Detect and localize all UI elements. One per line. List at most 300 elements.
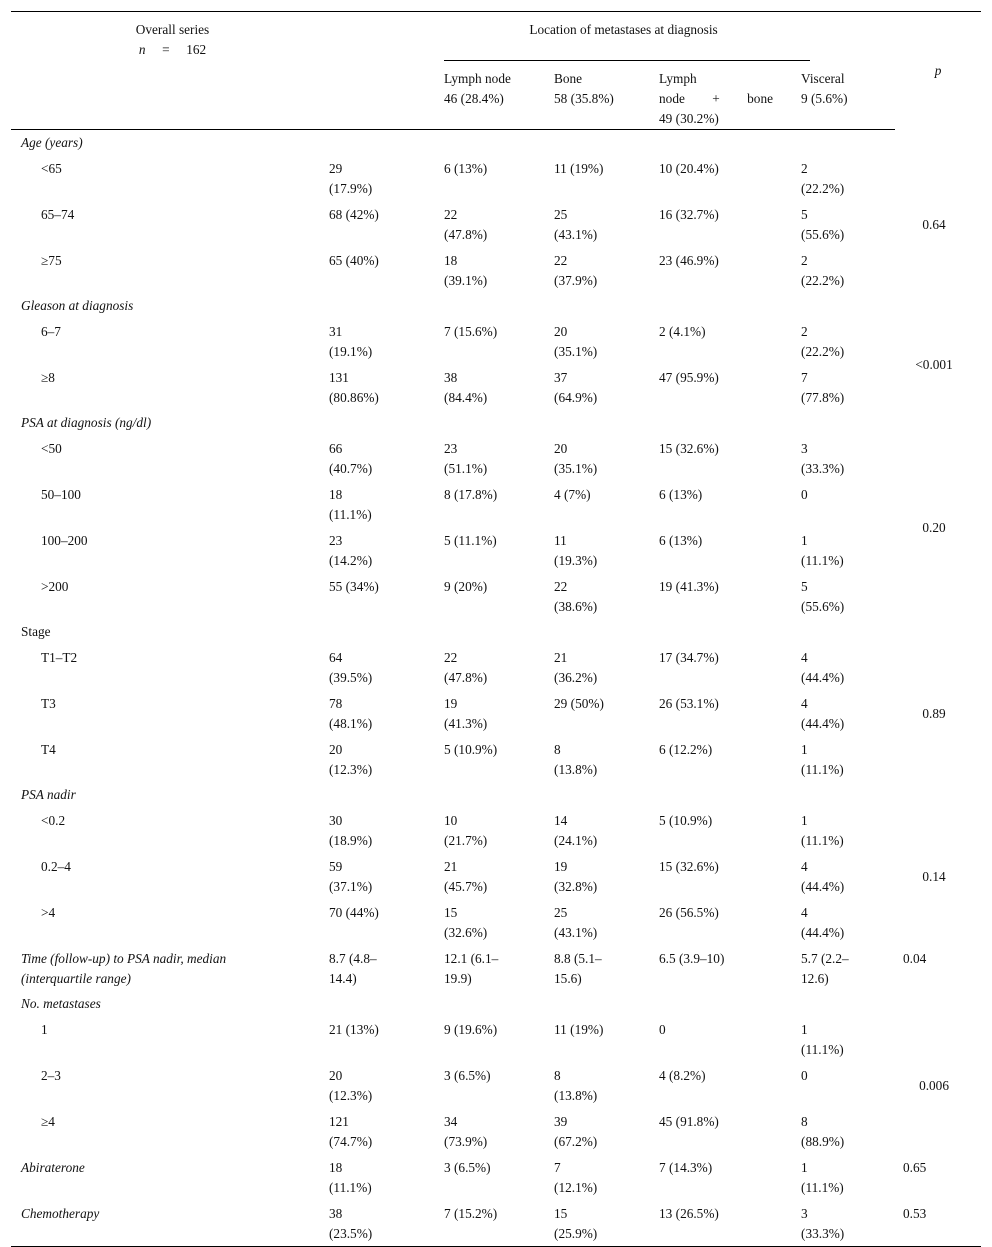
cell-lymph-node [434,155,544,201]
p-value: 0.04 [903,951,927,966]
cell-bone-line: 8 [554,1068,561,1083]
cell-visceral-line: (11.1%) [801,1042,844,1057]
overall-series-header [11,12,434,62]
cell-bone-line: (19.3%) [554,553,598,568]
p-value: 0.65 [903,1160,927,1175]
cell-visceral-line: 5 [801,579,808,594]
cell-bone [544,435,649,481]
table-row [11,435,981,481]
cell-bone [544,1016,649,1062]
row-label: 6–7 [41,324,61,339]
n-equals: = [162,42,170,57]
cell-visceral-line: (44.4%) [801,925,845,940]
cell-bone-line: 21 [554,650,568,665]
cell-lymph-node-bone [649,527,791,573]
cell-overall-line: 65 (40%) [329,253,379,268]
cell-visceral-line: 8 [801,1114,808,1129]
n-value: 162 [186,42,207,57]
cell-lymph-node-line: (47.8%) [444,227,488,242]
row-label: 1 [41,1022,48,1037]
cell-overall [329,318,434,364]
cell-lymph-node-bone-line: 23 (46.9%) [659,253,719,268]
cell-bone-line: 25 [554,905,568,920]
table-row [11,736,981,782]
cell-visceral-line: (44.4%) [801,670,845,685]
table-body [11,130,981,1247]
cell-overall-line: 70 (44%) [329,905,379,920]
cell-lymph-node-line: 23 [444,441,458,456]
cell-lymph-node-line: 5 (10.9%) [444,742,498,757]
row-label: 0.2–4 [41,859,71,874]
cell-bone [544,690,649,736]
cell-lymph-node [434,318,544,364]
cell-overall [329,435,434,481]
cell-bone-line: 7 [554,1160,561,1175]
location-header-label: Location of metastases at diagnosis [529,22,718,37]
cell-bone [544,155,649,201]
cell-visceral [791,318,895,364]
cell-lymph-node-line: 21 [444,859,458,874]
section-nadir [11,782,981,807]
row-label: Chemotherapy [21,1206,100,1221]
cell-lymph-node-bone [649,644,791,690]
cell-overall-line: 131 [329,370,349,385]
cell-lymph-node [434,807,544,853]
cell-lymph-node-bone-line: 16 (32.7%) [659,207,719,222]
section-psa [11,410,981,435]
group-bone [544,61,649,130]
cell-bone-line: 8 [554,742,561,757]
cell-lymph-node [434,1016,544,1062]
cell-lymph-node [434,1062,544,1108]
cell-lymph-node-line: 10 [444,813,458,828]
cell-lymph-node-line: 19.9) [444,971,472,986]
cell-bone [544,1062,649,1108]
cell-lymph-node-line: (73.9%) [444,1134,488,1149]
cell-overall-line: 121 [329,1114,349,1129]
row-label: <65 [41,161,62,176]
cell-bone [544,201,649,247]
cell-lymph-node-line: 8 (17.8%) [444,487,498,502]
cell-visceral-line: 0 [801,1068,808,1083]
group-count: 49 (30.2%) [659,111,719,126]
cell-overall-line: (12.3%) [329,1088,373,1103]
cell-visceral [791,247,895,293]
cell-lymph-node-line: 12.1 (6.1– [444,951,499,966]
cell-bone-line: (25.9%) [554,1226,598,1241]
cell-overall-line: 18 [329,1160,343,1175]
cell-bone [544,1108,649,1154]
cell-bone-line: (12.1%) [554,1180,598,1195]
group-count: 46 (28.4%) [444,91,504,106]
cell-overall-line: 23 [329,533,343,548]
row-label: 100–200 [41,533,88,548]
cell-visceral-line: 4 [801,859,808,874]
cell-lymph-node-bone [649,481,791,527]
cell-lymph-node-line: 19 [444,696,458,711]
row-label: Abiraterone [21,1160,85,1175]
cell-bone-line: (13.8%) [554,1088,598,1103]
row-label: ≥8 [41,370,55,385]
cell-lymph-node-line: 18 [444,253,458,268]
group-lymph-node-bone [649,61,791,130]
cell-bone-line: 4 (7%) [554,487,591,502]
p-value: 0.006 [919,1078,949,1093]
cell-overall [329,945,434,991]
cell-overall [329,481,434,527]
cell-overall-line: (23.5%) [329,1226,373,1241]
cell-bone-line: (24.1%) [554,833,598,848]
section-title: PSA nadir [21,787,76,802]
cell-overall-line: 78 [329,696,343,711]
row-chemo [11,1200,981,1246]
cell-overall [329,573,434,619]
cell-lymph-node-bone [649,690,791,736]
row-label: T4 [41,742,56,757]
cell-bone-line: (32.8%) [554,879,598,894]
cell-visceral-line: (22.2%) [801,344,845,359]
cell-lymph-node-bone [649,1108,791,1154]
table-row [11,318,981,364]
cell-overall-line: 18 [329,487,343,502]
p-value: 0.14 [922,869,946,884]
group-name-line2: node + bone [659,91,774,106]
n-symbol: n [138,42,146,57]
cell-bone [544,318,649,364]
row-label: ≥75 [41,253,62,268]
cell-overall-line: 31 [329,324,343,339]
cell-visceral-line: 12.6) [801,971,829,986]
cell-overall-line: 30 [329,813,343,828]
cell-overall [329,155,434,201]
cell-overall-line: 20 [329,742,343,757]
cell-visceral-line: (22.2%) [801,273,845,288]
table-row [11,807,981,853]
cell-lymph-node-line: 38 [444,370,458,385]
cell-overall-line: 64 [329,650,343,665]
table-header [11,12,981,130]
cell-lymph-node-bone-line: 6.5 (3.9–10) [659,951,725,966]
cell-bone [544,736,649,782]
cell-lymph-node-line: 7 (15.2%) [444,1206,498,1221]
cell-lymph-node [434,945,544,991]
cell-visceral-line: (44.4%) [801,879,845,894]
cell-bone-line: (36.2%) [554,670,598,685]
cell-bone [544,527,649,573]
cell-lymph-node [434,1200,544,1246]
section-title: Stage [21,624,51,639]
cell-lymph-node [434,899,544,945]
cell-bone-line: (35.1%) [554,344,598,359]
cell-visceral-line: 2 [801,253,808,268]
cell-bone-line: 22 [554,579,568,594]
cell-lymph-node-bone [649,945,791,991]
cell-lymph-node-bone-line: 10 (20.4%) [659,161,719,176]
group-visceral [791,61,895,130]
cell-overall [329,1200,434,1246]
row-label: T1–T2 [41,650,78,665]
table-container [11,11,981,1247]
cell-overall [329,1062,434,1108]
row-label: 65–74 [41,207,75,222]
table-row [11,899,981,945]
cell-overall-line: 59 [329,859,343,874]
cell-visceral-line: 4 [801,905,808,920]
cell-overall-line: (74.7%) [329,1134,373,1149]
cell-lymph-node-bone-line: 17 (34.7%) [659,650,719,665]
cell-bone [544,644,649,690]
cell-lymph-node-line: 6 (13%) [444,161,488,176]
group-name: Lymph node [444,71,511,86]
cell-bone-line: (35.1%) [554,461,598,476]
cell-overall-line: 14.4) [329,971,357,986]
cell-visceral-line: (11.1%) [801,762,844,777]
row-label: 2–3 [41,1068,61,1083]
cell-overall-line: (18.9%) [329,833,373,848]
cell-visceral-line: (11.1%) [801,1180,844,1195]
cell-lymph-node-bone [649,853,791,899]
cell-bone [544,247,649,293]
cell-overall-line: 29 [329,161,343,176]
cell-bone [544,899,649,945]
cell-visceral-line: 4 [801,696,808,711]
cell-lymph-node [434,1108,544,1154]
cell-lymph-node-bone [649,1016,791,1062]
cell-visceral [791,1108,895,1154]
table-row [11,247,981,293]
cell-overall-line: 55 (34%) [329,579,379,594]
cell-visceral-line: 1 [801,1022,808,1037]
cell-visceral-line: 2 [801,161,808,176]
cell-lymph-node-bone-line: 0 [659,1022,666,1037]
cell-lymph-node-bone [649,318,791,364]
cell-overall-line: (40.7%) [329,461,373,476]
cell-visceral-line: (11.1%) [801,553,844,568]
cell-lymph-node-bone-line: 47 (95.9%) [659,370,719,385]
table-row [11,1062,981,1108]
cell-bone [544,807,649,853]
cell-bone-line: 14 [554,813,568,828]
cell-overall-line: 68 (42%) [329,207,379,222]
cell-visceral [791,945,895,991]
cell-bone-line: 22 [554,253,568,268]
cell-visceral-line: 1 [801,742,808,757]
cell-visceral-line: (55.6%) [801,599,845,614]
cell-lymph-node-bone [649,1062,791,1108]
table-row [11,527,981,573]
cell-overall-line: 20 [329,1068,343,1083]
cell-lymph-node [434,736,544,782]
cell-overall-line: (14.2%) [329,553,373,568]
cell-bone-line: 8.8 (5.1– [554,951,602,966]
cell-lymph-node-bone [649,899,791,945]
cell-overall-line: 38 [329,1206,343,1221]
cell-bone-line: 19 [554,859,568,874]
table-row [11,1108,981,1154]
cell-visceral [791,481,895,527]
results-table [11,11,981,1246]
table-row [11,201,981,247]
cell-visceral [791,527,895,573]
cell-overall [329,247,434,293]
row-label-line: (interquartile range) [21,971,131,986]
p-value: 0.89 [922,706,946,721]
cell-overall-line: (48.1%) [329,716,373,731]
cell-visceral-line: 5 [801,207,808,222]
cell-lymph-node-line: (39.1%) [444,273,488,288]
group-lymph-node [434,61,544,130]
cell-bone-line: (64.9%) [554,390,598,405]
table-row [11,364,981,410]
cell-lymph-node-line: 22 [444,207,458,222]
cell-overall [329,736,434,782]
row-label: 50–100 [41,487,81,502]
cell-lymph-node-bone-line: 7 (14.3%) [659,1160,713,1175]
cell-lymph-node-line: (41.3%) [444,716,488,731]
cell-bone-line: 37 [554,370,568,385]
cell-overall [329,527,434,573]
cell-lymph-node-bone-line: 15 (32.6%) [659,859,719,874]
cell-lymph-node [434,527,544,573]
p-value: 0.64 [922,217,946,232]
cell-lymph-node-line: (47.8%) [444,670,488,685]
cell-lymph-node-bone-line: 4 (8.2%) [659,1068,706,1083]
cell-overall-line: (11.1%) [329,507,372,522]
section-stage [11,619,981,644]
cell-visceral [791,644,895,690]
cell-lymph-node [434,1154,544,1200]
cell-lymph-node-line: (51.1%) [444,461,488,476]
cell-visceral [791,201,895,247]
row-label: <50 [41,441,62,456]
cell-lymph-node-bone-line: 45 (91.8%) [659,1114,719,1129]
cell-lymph-node-bone-line: 6 (12.2%) [659,742,713,757]
cell-visceral [791,899,895,945]
cell-lymph-node-bone [649,1200,791,1246]
overall-n [11,40,334,60]
cell-lymph-node-line: 7 (15.6%) [444,324,498,339]
cell-bone-line: 15 [554,1206,568,1221]
cell-bone-line: (13.8%) [554,762,598,777]
group-name-line1: Lymph [659,71,697,86]
section-title: Age (years) [21,135,83,150]
cell-visceral [791,155,895,201]
cell-overall [329,364,434,410]
table-row [11,853,981,899]
cell-lymph-node-bone-line: 26 (53.1%) [659,696,719,711]
cell-overall-line: (12.3%) [329,762,373,777]
cell-bone-line: (43.1%) [554,227,598,242]
row-label: >4 [41,905,56,920]
row-abiraterone [11,1154,981,1200]
cell-bone-line: 15.6) [554,971,582,986]
cell-visceral-line: (88.9%) [801,1134,845,1149]
cell-overall [329,899,434,945]
group-name: Visceral [801,71,845,86]
cell-lymph-node-line: 34 [444,1114,458,1129]
cell-bone-line: 20 [554,324,568,339]
cell-visceral-line: 5.7 (2.2– [801,951,849,966]
group-count: 9 (5.6%) [801,91,848,106]
cell-bone-line: (43.1%) [554,925,598,940]
p-value: <0.001 [915,357,953,372]
cell-lymph-node [434,435,544,481]
cell-overall-line: (19.1%) [329,344,373,359]
cell-visceral [791,364,895,410]
cell-lymph-node-bone [649,247,791,293]
cell-visceral-line: (77.8%) [801,390,845,405]
cell-visceral-line: 7 [801,370,808,385]
cell-lymph-node-bone [649,807,791,853]
cell-visceral [791,736,895,782]
cell-overall-line: 8.7 (4.8– [329,951,377,966]
section-title: No. metastases [21,996,101,1011]
cell-overall-line: 66 [329,441,343,456]
cell-lymph-node-line: 3 (6.5%) [444,1160,491,1175]
cell-visceral [791,1200,895,1246]
cell-lymph-node [434,247,544,293]
cell-lymph-node-line: 5 (11.1%) [444,533,497,548]
cell-visceral-line: (33.3%) [801,461,845,476]
section-age [11,130,981,156]
cell-lymph-node-bone-line: 6 (13%) [659,533,703,548]
cell-bone-line: (67.2%) [554,1134,598,1149]
section-gleason [11,293,981,318]
cell-bone [544,853,649,899]
cell-lymph-node [434,481,544,527]
p-value: 0.20 [922,520,946,535]
table-row [11,690,981,736]
row-label: T3 [41,696,56,711]
cell-visceral-line: (22.2%) [801,181,845,196]
cell-bone-line: 39 [554,1114,568,1129]
cell-visceral-line: 1 [801,533,808,548]
cell-bone-line: 11 (19%) [554,161,604,176]
cell-overall-line: (11.1%) [329,1180,372,1195]
cell-lymph-node-line: (84.4%) [444,390,488,405]
cell-lymph-node-line: (45.7%) [444,879,488,894]
cell-bone-line: (37.9%) [554,273,598,288]
cell-lymph-node-line: 22 [444,650,458,665]
cell-lymph-node-bone-line: 2 (4.1%) [659,324,706,339]
table-row [11,481,981,527]
cell-bone-line: 20 [554,441,568,456]
overall-series-label: Overall series [135,22,210,37]
cell-visceral [791,690,895,736]
cell-overall [329,201,434,247]
row-label: ≥4 [41,1114,55,1129]
cell-visceral-line: 3 [801,1206,808,1221]
cell-lymph-node [434,690,544,736]
cell-lymph-node-line: 3 (6.5%) [444,1068,491,1083]
cell-overall-line: 21 (13%) [329,1022,379,1037]
cell-overall-line: (37.1%) [329,879,373,894]
cell-visceral-line: (44.4%) [801,716,845,731]
cell-lymph-node-bone-line: 26 (56.5%) [659,905,719,920]
cell-lymph-node-line: (21.7%) [444,833,488,848]
cell-lymph-node-line: (32.6%) [444,925,488,940]
table-row [11,1016,981,1062]
cell-lymph-node-bone [649,1154,791,1200]
cell-lymph-node-bone [649,155,791,201]
cell-overall-line: (17.9%) [329,181,373,196]
cell-lymph-node-bone [649,736,791,782]
cell-overall [329,853,434,899]
cell-overall-line: (80.86%) [329,390,379,405]
cell-lymph-node-line: 9 (20%) [444,579,488,594]
section-title: PSA at diagnosis (ng/dl) [21,415,152,430]
p-header: p [895,12,981,130]
